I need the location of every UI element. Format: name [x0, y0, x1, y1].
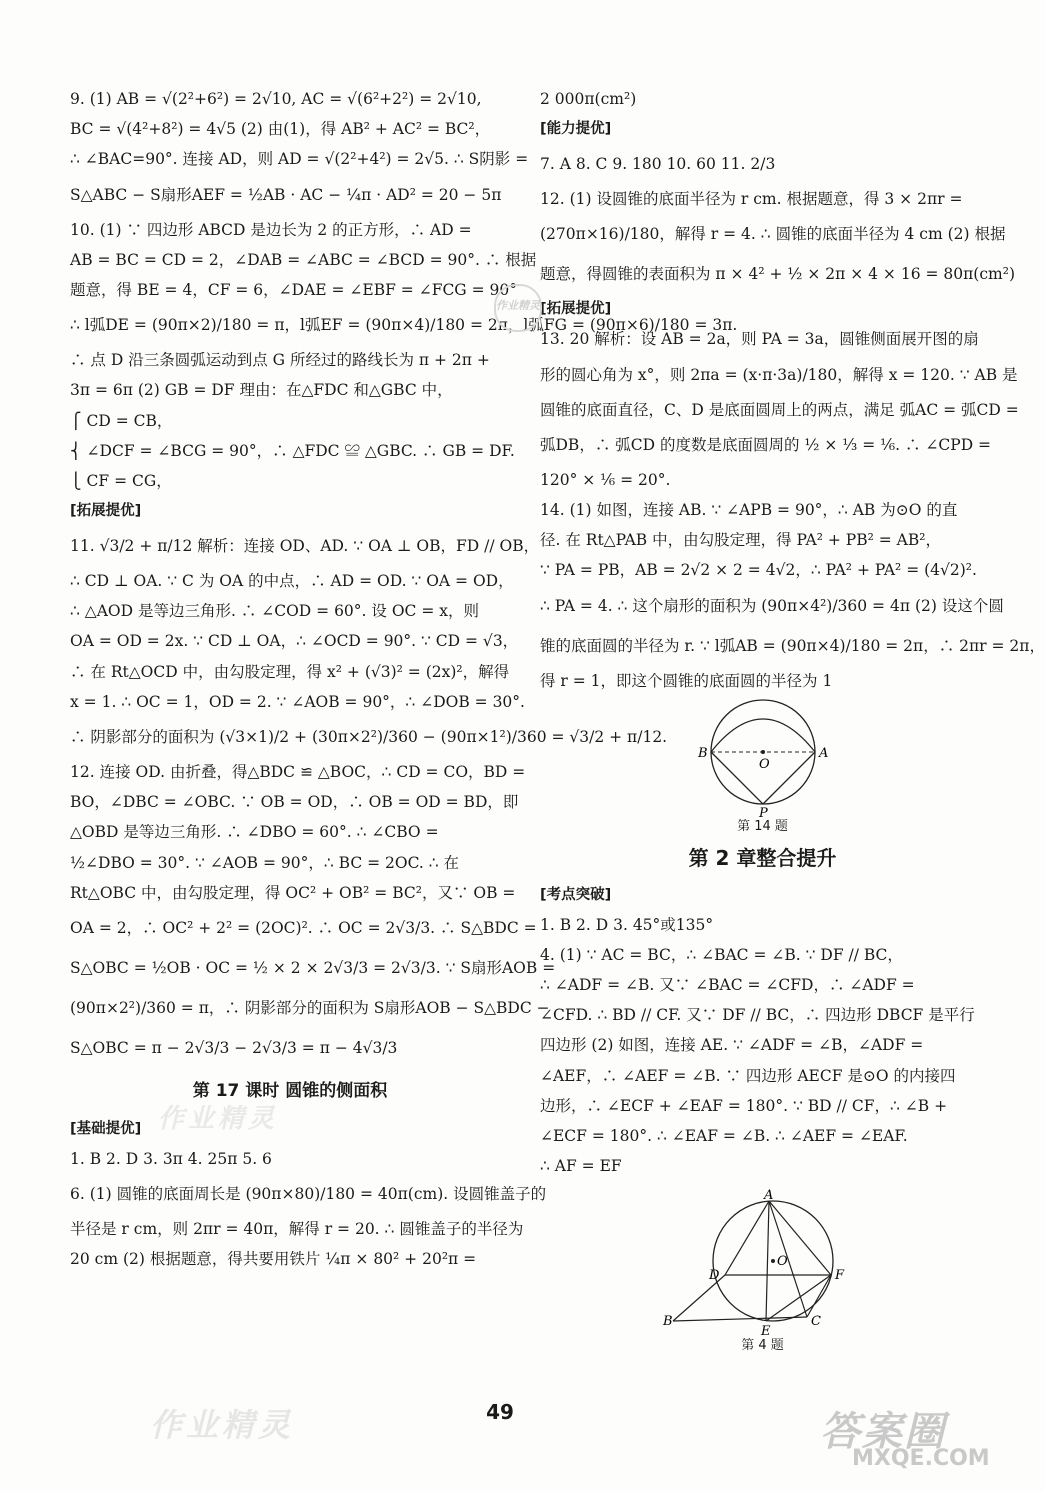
left-a-line: 9. (1) AB = √(2²+6²) = 2√10, AC = √(6²+2²) = 2√10,: [70, 90, 482, 108]
left-a-line: ⎨ ∠DCF = ∠BCG = 90°，∴ △FDC ≌ △GBC. ∴ GB = DF.: [70, 441, 515, 460]
left-b-line: ½∠DBO = 30°. ∵ ∠AOB = 90°，∴ BC = 2OC. ∴ 在: [70, 853, 460, 872]
left-a-line: ⎩ CF = CG，: [70, 471, 172, 490]
fig14-label-b: B: [697, 745, 708, 761]
figure-14-diagram: [673, 696, 853, 821]
watermark-mxqe: MXQE.COM: [852, 1446, 990, 1471]
left-c-line: 6. (1) 圆锥的底面周长是 (90π×80)/180 = 40π(cm). 设圆锥盖子的: [70, 1185, 547, 1204]
left-b-line: S△OBC = ½OB · OC = ½ × 2 × 2√3/3 = 2√3/3. ∵ S扇形AOB =: [70, 958, 556, 977]
fig4-label-d: D: [708, 1268, 719, 1284]
left-block-c: [70, 1144, 547, 1275]
left-a-line: 3π = 6π (2) GB = DF 理由：在△FDC 和△GBC 中，: [70, 381, 453, 400]
fig4-label-c: C: [810, 1314, 821, 1330]
left-a-line: 10. (1) ∵ 四边形 ABCD 是边长为 2 的正方形，∴ AD =: [70, 220, 472, 239]
left-b-line: BO，∠DBC = ∠OBC. ∵ OB = OD，∴ OB = OD = BD，即: [70, 793, 519, 812]
left-b-line: OA = OD = 2x. ∵ CD ⊥ OA，∴ ∠OCD = 90°. ∵ CD = √3，: [70, 632, 519, 651]
left-b-line: ∴ △AOD 是等边三角形. ∴ ∠COD = 60°. 设 OC = x，则: [70, 602, 479, 621]
right-block-a: [540, 84, 985, 114]
right-c-line: 圆锥的底面直径，C、D 是底面圆周上的两点，满足 弧AC = 弧CD =: [540, 400, 1019, 419]
right-d-line: 四边形 (2) 如图，连接 AE. ∵ ∠ADF = ∠B，∠ADF =: [540, 1036, 924, 1055]
right-column: [540, 84, 1045, 1355]
left-a-line: ⎧ CD = CB，: [70, 411, 173, 430]
left-a-line: 题意，得 BE = 4，CF = 6，∠DAE = ∠EBF = ∠FCG = 90°: [70, 280, 518, 299]
section-heading-tuozhan: [拓展提优]: [70, 503, 142, 520]
watermark-zuoye-mid: 作业精灵: [158, 1104, 279, 1134]
left-b-line: ∴ 阴影部分的面积为 (√3×1)/2 + (30π×2²)/360 − (90π×1²)/360 = √3/2 + π/12.: [70, 728, 668, 746]
chapter-2-title: 第 2 章整合提升: [688, 845, 837, 870]
right-b-line: 题意，得圆锥的表面积为 π × 4² + ½ × 2π × 4 × 16 = 80π(cm²): [540, 265, 1015, 284]
right-d-line: ∠ECF = 180°. ∴ ∠EAF = ∠B. ∴ ∠AEF = ∠EAF.: [540, 1127, 908, 1145]
right-c-line: 14. (1) 如图，连接 AB. ∵ ∠APB = 90°，∴ AB 为⊙O 的直: [540, 500, 958, 519]
left-b-line: x = 1. ∴ OC = 1，OD = 2. ∵ ∠AOB = 90°，∴ ∠DOB = 30°.: [70, 692, 525, 711]
fig4-label-b: B: [662, 1314, 673, 1330]
section-heading-kaodian: [考点突破]: [540, 886, 612, 903]
left-b-line: 11. √3/2 + π/12 解析：连接 OD、AD. ∵ OA ⊥ OB，FD // OB，: [70, 537, 540, 556]
figure-4-diagram: [662, 1188, 863, 1340]
left-c-line: 半径是 r cm，则 2πr = 40π，解得 r = 20. ∴ 圆锥盖子的半径为: [70, 1220, 524, 1239]
page-number: 49: [486, 1400, 514, 1424]
figure-4-caption: 第 4 题: [741, 1338, 784, 1354]
figure-14-caption: 第 14 题: [737, 818, 788, 834]
left-b-line: △OBD 是等边三角形. ∴ ∠DBO = 60°. ∴ ∠CBO =: [70, 823, 439, 842]
right-b-line: 7. A 8. C 9. 180 10. 60 11. 2/3: [540, 155, 776, 174]
right-d-line: 4. (1) ∵ AC = BC，∴ ∠BAC = ∠B. ∵ DF // BC，: [540, 945, 903, 964]
right-a-line: 2 000π(cm²): [540, 90, 637, 108]
right-b-line: 12. (1) 设圆锥的底面半径为 r cm. 根据题意，得 3 × 2πr =: [540, 190, 963, 209]
right-block-b: [540, 144, 1015, 294]
right-d-line: ∴ ∠ADF = ∠B. 又∵ ∠BAC = ∠CFD，∴ ∠ADF =: [540, 976, 915, 995]
left-a-line: S△ABC − S扇形AEF = ½AB · AC − ¼π · AD² = 20 − 5π: [70, 185, 502, 204]
right-c-line: 径. 在 Rt△PAB 中，由勾股定理，得 PA² + PB² = AB²，: [540, 531, 941, 550]
section-heading-jichu: [基础提优]: [70, 1120, 142, 1137]
left-a-line: BC = √(4²+8²) = 4√5 (2) 由(1)，得 AB² + AC² = BC²，: [70, 120, 491, 139]
right-d-line: 边形，∴ ∠ECF + ∠EAF = 180°. ∵ BD // CF，∴ ∠B +: [540, 1096, 948, 1115]
left-c-line: 1. B 2. D 3. 3π 4. 25π 5. 6: [70, 1149, 272, 1168]
right-c-line: 锥的底面圆的半径为 r. ∵ l弧AB = (90π×4)/180 = 2π，∴ 2πr = 2π，: [540, 636, 1045, 655]
left-b-line: S△OBC = π − 2√3/3 − 2√3/3 = π − 4√3/3: [70, 1038, 398, 1057]
left-a-line: ∴ l弧DE = (90π×2)/180 = π，l弧EF = (90π×4)/180 = 2π，l弧FG = (90π×6)/180 = 3π.: [70, 316, 738, 335]
left-b-line: ∴ 在 Rt△OCD 中，由勾股定理，得 x² + (√3)² = (2x)²，解得: [70, 662, 510, 681]
right-d-line: ∠AEF，∴ ∠AEF = ∠B. ∵ 四边形 AECF 是⊙O 的内接四: [540, 1066, 956, 1085]
fig4-label-e: E: [760, 1324, 770, 1340]
right-d-line: 1. B 2. D 3. 45°或135°: [540, 915, 714, 934]
fig4-label-a: A: [763, 1188, 773, 1204]
fig14-label-a: A: [818, 745, 828, 761]
right-c-line: 120° × ⅙ = 20°.: [540, 470, 671, 489]
right-c-line: 形的圆心角为 x°，则 2πa = (x·π·3a)/180，解得 x = 120. ∵ AB 是: [540, 365, 1018, 384]
fig14-label-p: P: [758, 805, 768, 821]
left-a-line: AB = BC = CD = 2，∠DAB = ∠ABC = ∠BCD = 90°. ∴ 根据: [70, 250, 537, 269]
lesson-17-title: 第 17 课时 圆锥的侧面积: [192, 1080, 388, 1101]
left-b-line: ∴ CD ⊥ OA. ∵ C 为 OA 的中点，∴ AD = OD. ∵ OA = OD，: [70, 572, 514, 591]
right-b-line: (270π×16)/180，解得 r = 4. ∴ 圆锥的底面半径为 4 cm (2) 根据: [540, 225, 1006, 244]
right-c-line: 得 r = 1，即这个圆锥的底面圆的半径为 1: [540, 671, 833, 690]
left-b-line: OA = 2，∴ OC² + 2² = (2OC)². ∴ OC = 2√3/3. ∴ S△BDC =: [70, 918, 537, 937]
watermark-stamp: 作业精灵: [494, 284, 542, 332]
section-heading-nengli: [能力提优]: [540, 121, 612, 138]
watermark-daanquan: 答案圈: [820, 1409, 946, 1455]
left-c-line: 20 cm (2) 根据题意，得共要用铁片 ¼π × 80² + 20²π =: [70, 1250, 477, 1269]
right-c-line: ∵ PA = PB，AB = 2√2 × 2 = 4√2，∴ PA² + PA² = (4√2)².: [540, 561, 977, 580]
right-d-line: ∴ AF = EF: [540, 1157, 622, 1176]
watermark-zuoye-bottom: 作业精灵: [150, 1406, 295, 1444]
left-a-line: ∴ 点 D 沿三条圆弧运动到点 G 所经过的路线长为 π + 2π +: [70, 351, 490, 370]
fig4-label-o: O: [776, 1254, 788, 1270]
fig4-label-f: F: [834, 1268, 844, 1284]
left-b-line: Rt△OBC 中，由勾股定理，得 OC² + OB² = BC²，又∵ OB =: [70, 883, 516, 902]
right-block-c: [540, 324, 1045, 695]
left-b-line: 12. 连接 OD. 由折叠，得△BDC ≌ △BOC，∴ CD = CO，BD =: [70, 763, 526, 781]
left-b-line: (90π×2²)/360 = π，∴ 阴影部分的面积为 S扇形AOB − S△BDC −: [70, 998, 550, 1017]
right-c-line: 13. 20 解析：设 AB = 2a，则 PA = 3a，圆锥侧面展开图的扇: [540, 330, 979, 349]
left-a-line: ∴ ∠BAC=90°. 连接 AD，则 AD = √(2²+4²) = 2√5. ∴ S阴影 =: [70, 150, 529, 169]
right-block-d: [540, 910, 985, 1182]
right-c-line: 弧DB，∴ 弧CD 的度数是底面圆周的 ½ × ⅓ = ⅙. ∴ ∠CPD =: [540, 435, 992, 454]
right-d-line: ∠CFD. ∴ BD // CF. 又∵ DF // BC，∴ 四边形 DBCF 是平行: [540, 1006, 975, 1025]
fig14-label-o: O: [758, 756, 770, 772]
right-c-line: ∴ PA = 4. ∴ 这个扇形的面积为 (90π×4²)/360 = 4π (2) 设这个圆: [540, 596, 1004, 615]
section-heading-tuozhan-2: [拓展提优]: [540, 301, 612, 318]
